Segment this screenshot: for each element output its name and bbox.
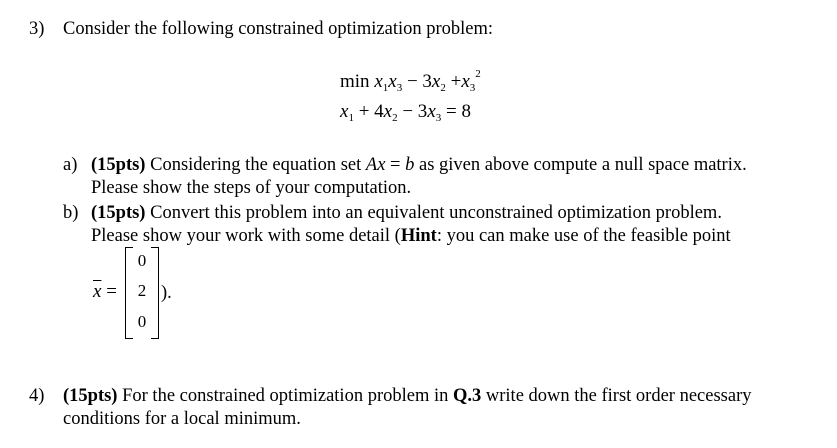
question-4-line-1: (15pts) For the constrained optimization problem in Q.3 write down the first order necessary: [63, 386, 752, 406]
hint-label: Hint: [400, 226, 437, 246]
vector-entry-2: 2: [137, 281, 147, 300]
question-3-number: 3): [29, 19, 45, 39]
question-4-line-2: conditions for a local minimum.: [63, 409, 301, 429]
part-a-label: a): [63, 155, 78, 175]
question-4-points: (15pts): [63, 386, 118, 406]
question-3-prompt: Consider the following constrained optimization problem:: [63, 19, 494, 39]
vector-entry-1: 0: [137, 251, 147, 270]
question-4-number: 4): [29, 386, 45, 406]
equality-constraint: $x_1 + 4x_2 - 3x_3 = 8$: [340, 101, 471, 124]
part-b-label: b): [63, 203, 79, 223]
feasible-point-vector: [125, 247, 159, 339]
part-b-line-2: Please show your work with some detail (Hint: you can make use of the feasible point: [91, 226, 731, 246]
x-bar-symbol: $\overline{x}$ =: [93, 281, 117, 302]
part-b-points: (15pts): [91, 203, 146, 223]
question-reference: Q.3: [453, 386, 482, 406]
part-a-points: (15pts): [91, 155, 146, 175]
objective-function: $\min x_1x_3 - 3x_2 +x_3^2$: [340, 68, 481, 94]
part-a-line-2: Please show the steps of your computation.: [91, 178, 412, 198]
part-a-line-1: (15pts) Considering the equation set Ax = b as given above compute a null space matrix.: [91, 155, 747, 175]
vector-entry-3: 0: [137, 312, 147, 331]
constraint-rhs: 8: [461, 101, 471, 122]
min-operator: min: [340, 71, 370, 92]
part-b-line-1: (15pts) Convert this problem into an equivalent unconstrained optimization problem.: [91, 203, 722, 223]
part-b-closing: ).: [161, 283, 172, 303]
